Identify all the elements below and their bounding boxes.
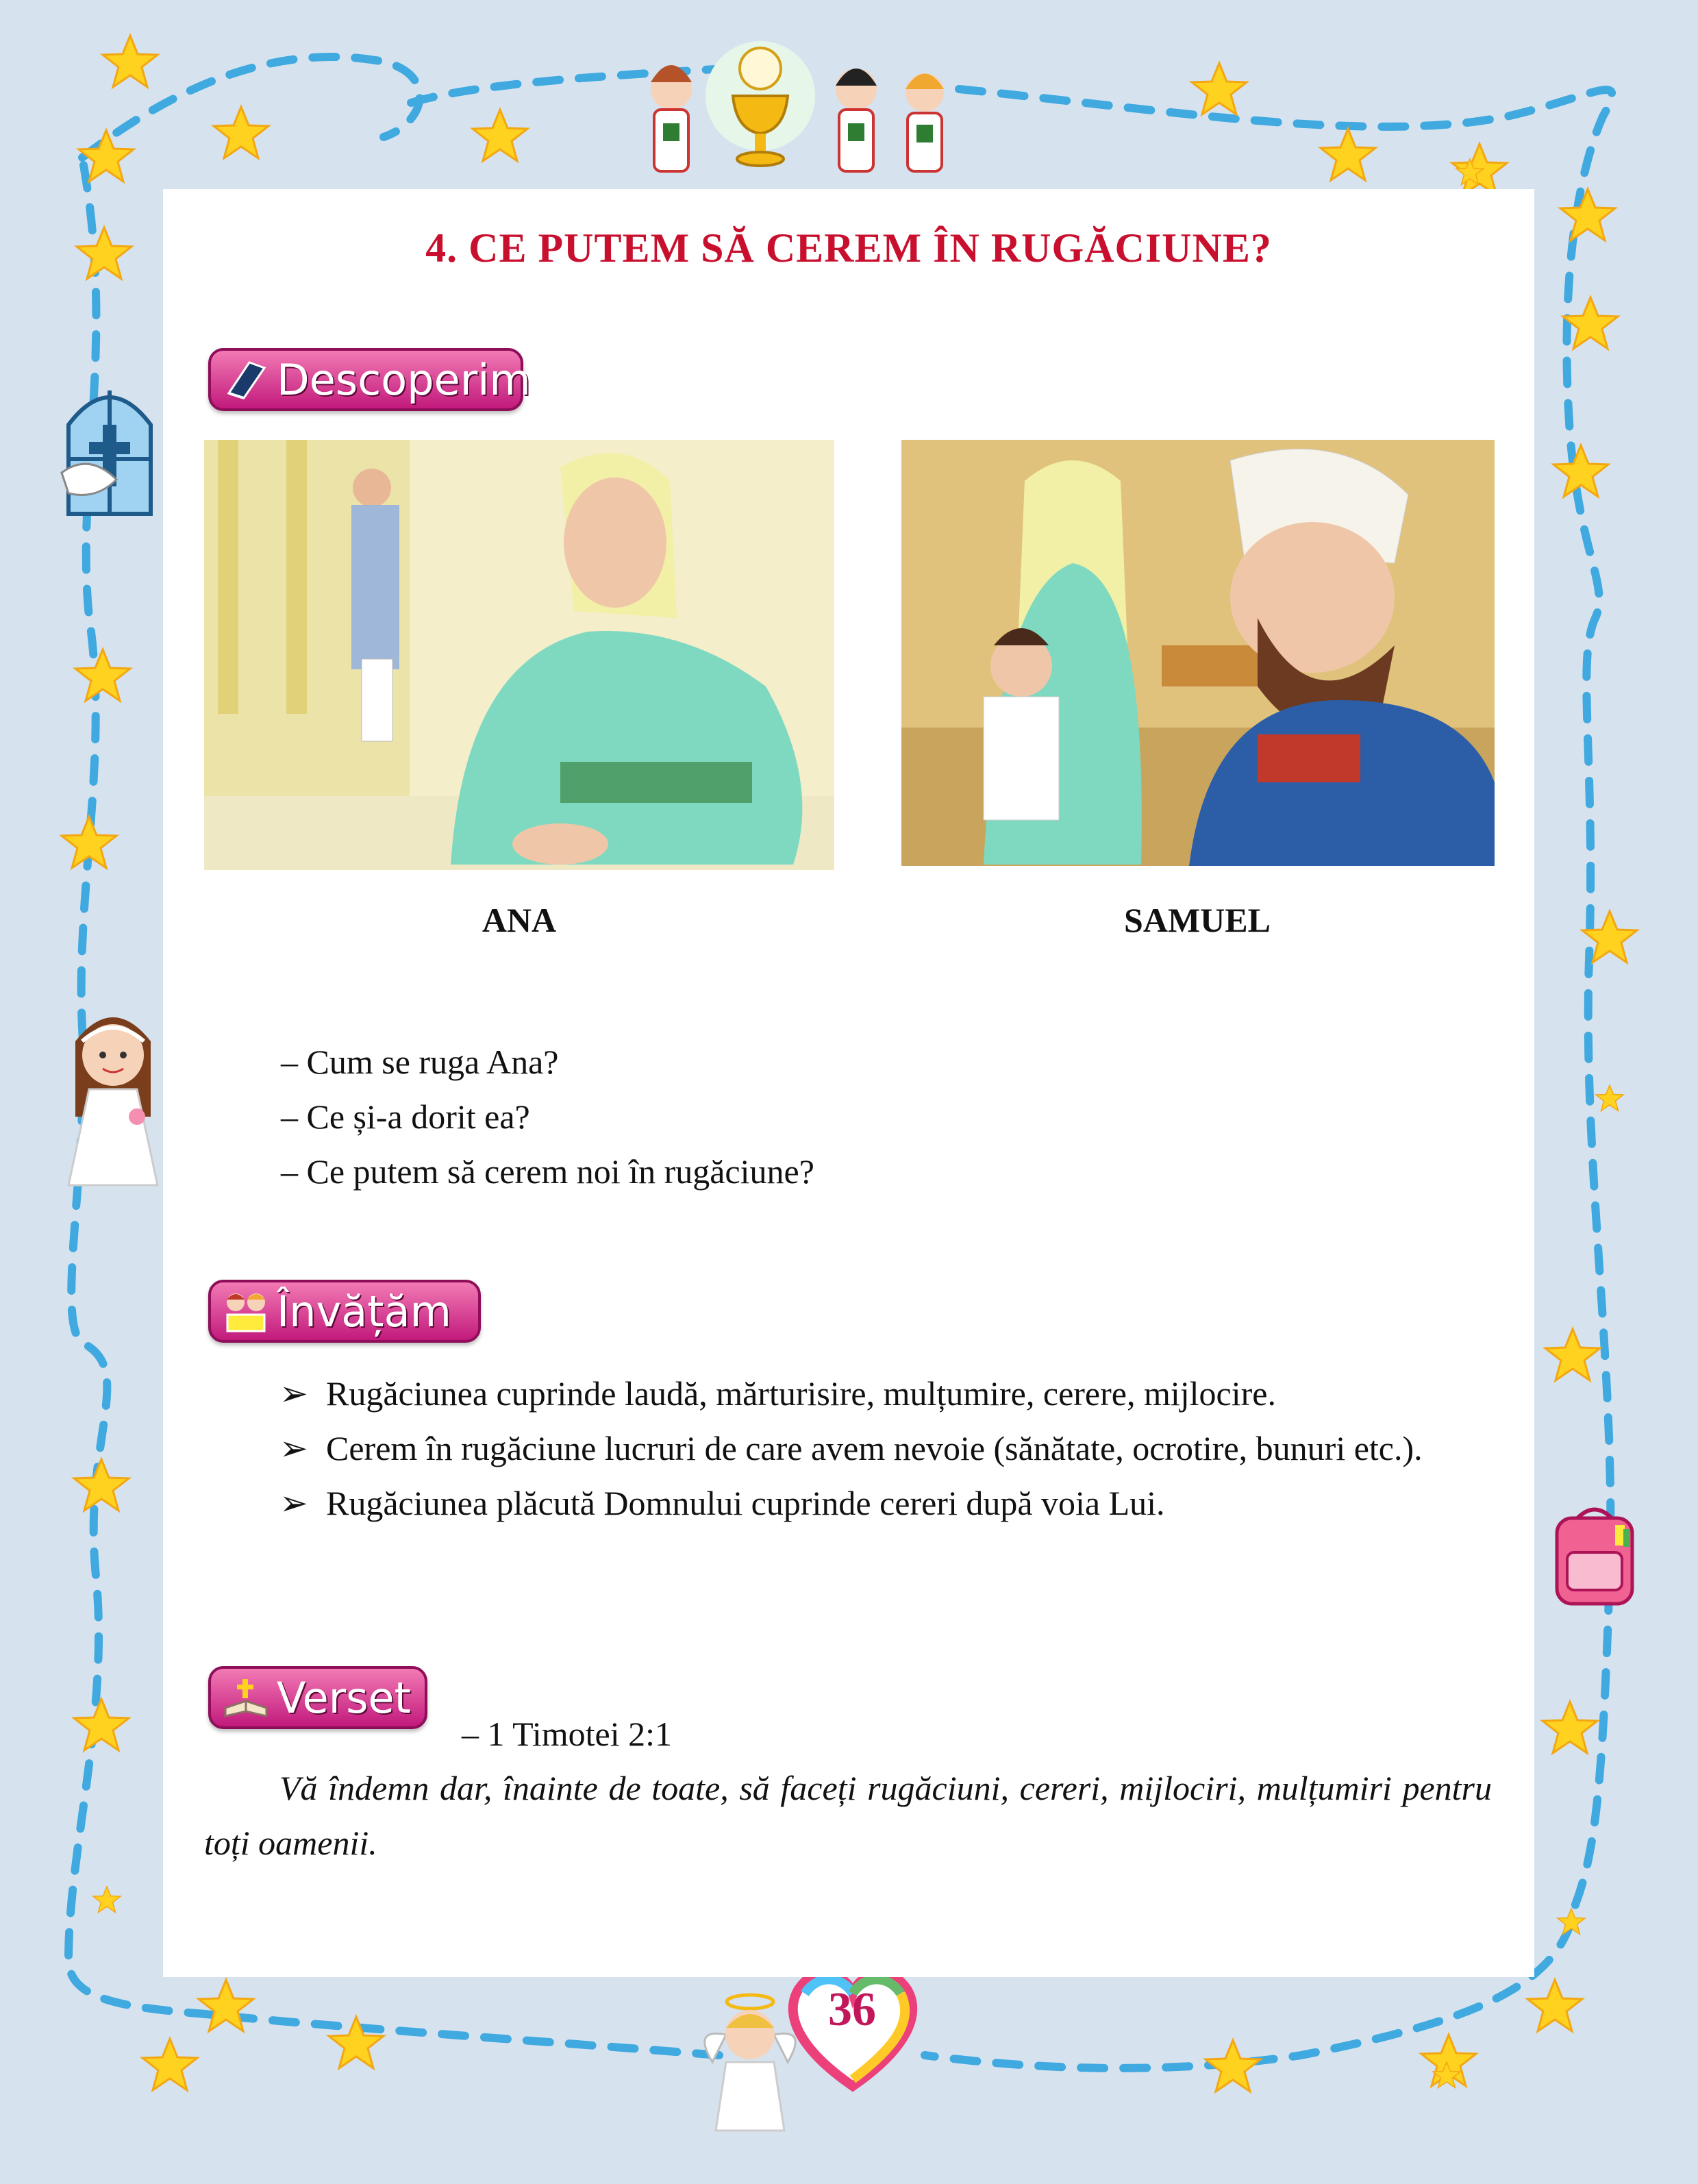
section-badge-verse xyxy=(208,1666,427,1729)
angel-icon xyxy=(651,65,692,171)
learning-point: ➢ Rugăciunea cuprinde laudă, mărturisire, mulțumire, cerere, mijlocire. xyxy=(204,1366,1492,1421)
content-page xyxy=(163,189,1534,1977)
book-icon xyxy=(222,356,270,404)
angel-icon xyxy=(906,73,944,171)
section-badge-learn xyxy=(208,1280,481,1343)
caption-ana: ANA xyxy=(482,901,557,939)
section-title-learn: Învățăm xyxy=(277,1286,451,1337)
question-item: – Cum se ruga Ana? xyxy=(281,1043,559,1081)
illustration-samuel xyxy=(901,440,1495,866)
open-bible-icon xyxy=(222,1674,270,1722)
learning-points xyxy=(204,1366,1492,1530)
section-title-discover: Descoperim xyxy=(277,354,531,405)
bullet-arrow-icon: ➢ xyxy=(279,1374,308,1413)
learning-point: ➢ Cerem în rugăciune lucruri de care avem nevoie (sănătate, ocrotire, bunuri etc.). xyxy=(204,1421,1492,1476)
learning-point: ➢ Rugăciunea plăcută Domnului cuprinde cereri după voia Lui. xyxy=(204,1476,1492,1530)
question-item: – Ce și-a dorit ea? xyxy=(281,1097,530,1136)
verse-reference: – 1 Timotei 2:1 xyxy=(462,1715,673,1753)
caption-samuel: SAMUEL xyxy=(1124,901,1271,939)
church-window-dove-decoration xyxy=(55,370,164,521)
question-list xyxy=(281,1034,814,1199)
chalice-angels-decoration xyxy=(630,34,973,185)
children-reading-icon xyxy=(222,1287,270,1335)
chalice-icon xyxy=(706,41,815,166)
bullet-arrow-icon: ➢ xyxy=(279,1484,308,1522)
section-badge-discover xyxy=(208,348,531,411)
bullet-arrow-icon: ➢ xyxy=(279,1429,308,1467)
page-number: 36 xyxy=(828,1983,876,2036)
question-item: – Ce putem să cerem noi în rugăciune? xyxy=(281,1152,814,1191)
illustration-ana xyxy=(204,440,834,870)
angel-icon xyxy=(836,69,877,171)
girl-decoration xyxy=(62,1000,164,1192)
section-title-verse: Verset xyxy=(277,1672,411,1723)
backpack-decoration xyxy=(1547,1504,1643,1607)
page-title: 4. CE PUTEM SĂ CEREM ÎN RUGĂCIUNE? xyxy=(425,225,1272,271)
verse-text: Vă îndemn dar, înainte de toate, să faceți rugăciuni, cereri, mijlociri, mulțumiri pentru toți oamenii. xyxy=(204,1769,1492,1862)
